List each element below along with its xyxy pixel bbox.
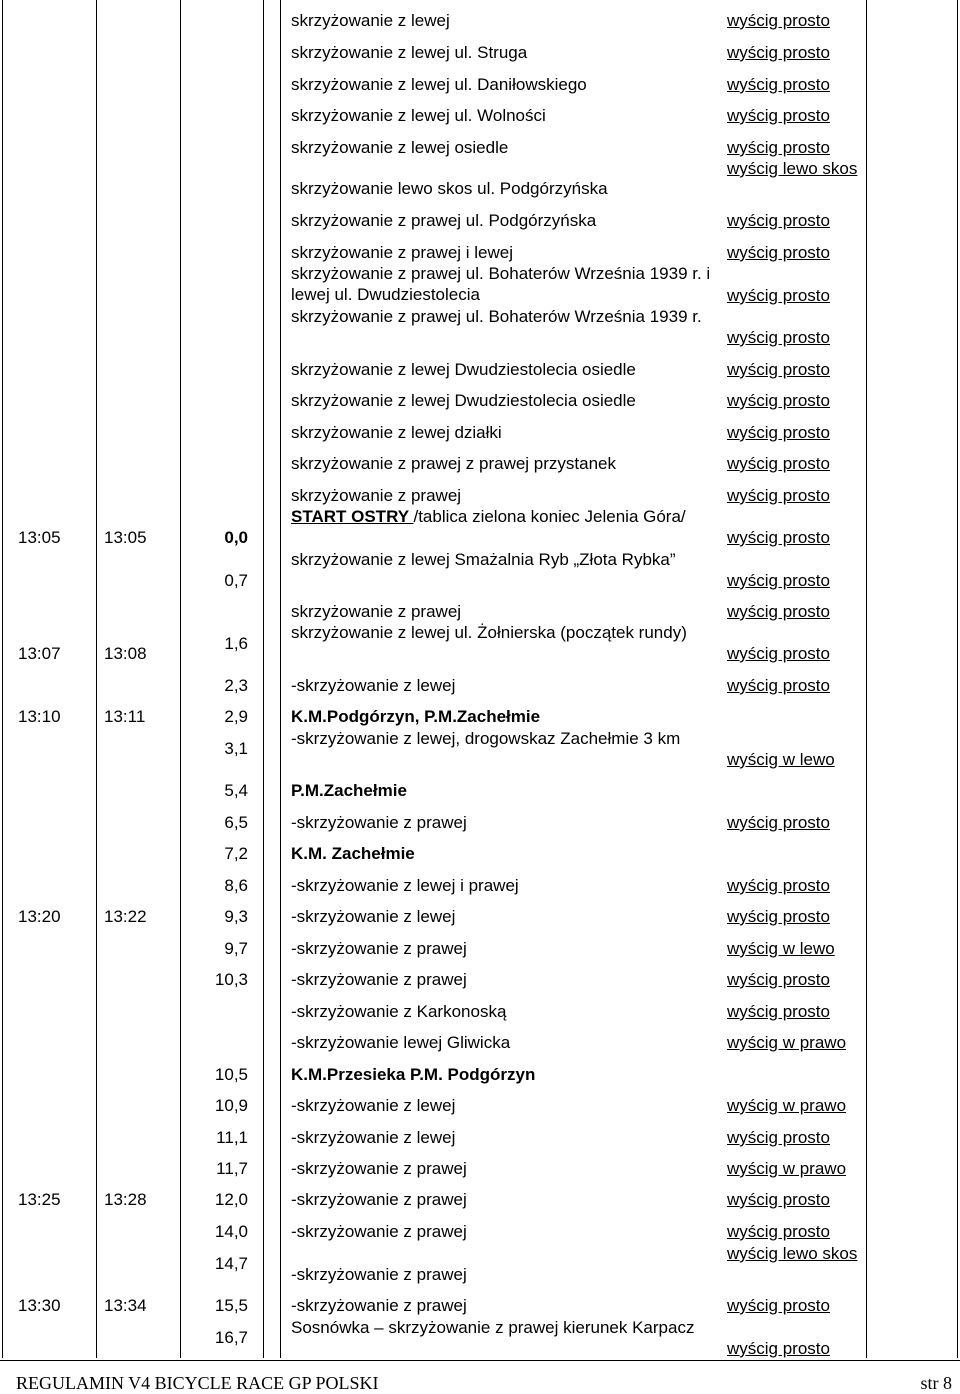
description-text: -skrzyżowanie z prawej: [291, 970, 467, 989]
description-text: P.M.Zachełmie: [291, 781, 407, 800]
direction-text: wyścig prosto: [727, 243, 830, 262]
description-text: skrzyżowanie z prawej ul. Podgórzyńska: [291, 211, 597, 230]
route-description: [291, 601, 711, 622]
route-description: [291, 1095, 711, 1116]
race-direction: [727, 485, 867, 506]
distance-km: 6,5: [224, 813, 248, 832]
page-footer: [0, 1360, 960, 1391]
description-text: -skrzyżowanie z lewej: [291, 1128, 456, 1147]
direction-text: wyścig prosto: [727, 286, 830, 305]
start-label: START OSTRY: [291, 507, 414, 526]
footer-title: REGULAMIN V4 BICYCLE RACE GP POLSKI: [16, 1373, 379, 1393]
route-description: [291, 242, 711, 263]
race-direction: [727, 210, 867, 231]
race-direction: [727, 812, 867, 833]
race-direction: [727, 359, 867, 380]
route-description: [291, 306, 711, 327]
route-description: [291, 485, 711, 506]
description-text: -skrzyżowanie z prawej: [291, 1190, 467, 1209]
distance-km: 14,0: [214, 1222, 248, 1241]
column-divider: [263, 0, 264, 1358]
table-border-right: [957, 0, 958, 1358]
description-text: -skrzyżowanie z lewej: [291, 1096, 456, 1115]
description-text: skrzyżowanie z prawej: [291, 486, 462, 505]
route-description: [291, 843, 711, 864]
race-direction: [727, 675, 867, 696]
description-text: K.M.Przesieka P.M. Podgórzyn: [291, 1065, 536, 1084]
time-end: 13:28: [104, 1190, 147, 1209]
race-direction: [727, 938, 867, 959]
direction-text: wyścig prosto: [727, 1002, 830, 1021]
race-direction: [727, 242, 867, 263]
direction-text: wyścig prosto: [727, 571, 830, 590]
description-text: -skrzyżowanie z prawej: [291, 1222, 467, 1241]
time-start: 13:07: [18, 644, 61, 663]
description-text: K.M. Zachełmie: [291, 844, 415, 863]
direction-text: wyścig lewo skos: [727, 1244, 858, 1263]
description-text: -skrzyżowanie z prawej: [291, 813, 467, 832]
time-start: 13:20: [18, 907, 61, 926]
direction-text: wyścig prosto: [727, 328, 830, 347]
distance-km: 8,6: [224, 876, 248, 895]
description-text: skrzyżowanie z lewej: [291, 11, 450, 30]
route-description: [291, 1221, 711, 1242]
race-direction: [727, 1189, 867, 1210]
route-description: [291, 549, 711, 570]
race-direction: [727, 601, 867, 622]
distance-km: 9,7: [224, 939, 248, 958]
route-description: [291, 1158, 711, 1179]
distance-km: 2,3: [224, 676, 248, 695]
route-description: [291, 178, 711, 199]
direction-text: wyścig prosto: [727, 1190, 830, 1209]
route-description: [291, 506, 711, 527]
race-direction: [727, 1221, 867, 1242]
direction-text: wyścig prosto: [727, 1128, 830, 1147]
race-direction: [727, 1095, 867, 1116]
direction-text: wyścig w prawo: [727, 1096, 847, 1115]
direction-text: wyścig prosto: [727, 676, 830, 695]
race-direction: [727, 158, 867, 179]
direction-text: wyścig prosto: [727, 360, 830, 379]
description-text: skrzyżowanie z prawej i lewej: [291, 243, 514, 262]
description-text: -skrzyżowanie z lewej, drogowskaz Zachełmie 3 km: [291, 729, 681, 748]
route-description: [291, 42, 711, 63]
description-text: skrzyżowanie z prawej: [291, 602, 462, 621]
direction-text: wyścig prosto: [727, 423, 830, 442]
distance-km: 11,1: [216, 1128, 248, 1147]
direction-text: wyścig prosto: [727, 106, 830, 125]
route-description: [291, 10, 711, 31]
description-text: skrzyżowanie z lewej Dwudziestolecia osiedle: [291, 360, 636, 379]
race-direction: [727, 453, 867, 474]
distance-km: 5,4: [224, 781, 248, 800]
route-description: [291, 359, 711, 380]
direction-text: wyścig prosto: [727, 486, 830, 505]
route-description: [291, 969, 711, 990]
race-direction: [727, 749, 867, 770]
description-text: -skrzyżowanie lewej Gliwicka: [291, 1033, 511, 1052]
race-direction: [727, 327, 867, 348]
description-text: skrzyżowanie lewo skos ul. Podgórzyńska: [291, 179, 608, 198]
distance-km: 16,7: [214, 1328, 248, 1347]
race-direction: [727, 1338, 867, 1359]
description-text: skrzyżowanie z lewej osiedle: [291, 138, 509, 157]
route-description: [291, 1295, 711, 1316]
race-direction: [727, 1295, 867, 1316]
column-divider: [280, 0, 281, 1358]
direction-text: wyścig prosto: [727, 1339, 830, 1358]
time-end: 13:34: [104, 1296, 147, 1315]
route-description: [291, 780, 711, 801]
race-direction: [727, 1032, 867, 1053]
distance-km: 2,9: [224, 707, 248, 726]
distance-km: 10,9: [214, 1096, 248, 1115]
distance-km: 0,0: [224, 528, 248, 547]
route-description: [291, 938, 711, 959]
route-description: [291, 263, 711, 305]
race-direction: [727, 969, 867, 990]
race-direction: [727, 1001, 867, 1022]
direction-text: wyścig prosto: [727, 602, 830, 621]
route-description: [291, 1001, 711, 1022]
direction-text: wyścig prosto: [727, 454, 830, 473]
route-description: [291, 1032, 711, 1053]
description-text: -skrzyżowanie z lewej i prawej: [291, 876, 519, 895]
race-direction: [727, 105, 867, 126]
description-text: -skrzyżowanie z Karkonoską: [291, 1002, 507, 1021]
route-description: [291, 812, 711, 833]
direction-text: wyścig prosto: [727, 211, 830, 230]
description-text: skrzyżowanie z lewej ul. Daniłowskiego: [291, 75, 587, 94]
direction-text: wyścig prosto: [727, 43, 830, 62]
route-description: [291, 210, 711, 231]
direction-text: wyścig w prawo: [727, 1159, 847, 1178]
race-direction: [727, 643, 867, 664]
description-text: skrzyżowanie z lewej ul. Żołnierska (początek rundy): [291, 623, 687, 642]
route-description: [291, 875, 711, 896]
race-direction: [727, 1127, 867, 1148]
time-start: 13:10: [18, 707, 61, 726]
direction-text: wyścig prosto: [727, 528, 830, 547]
distance-km: 12,0: [214, 1190, 248, 1209]
race-direction: [727, 1243, 867, 1264]
description-text: skrzyżowanie z prawej ul. Bohaterów Września 1939 r. i lewej ul. Dwudziestolecia: [291, 264, 711, 304]
direction-text: wyścig w prawo: [727, 1033, 847, 1052]
route-description: [291, 1264, 711, 1285]
race-direction: [727, 527, 867, 548]
direction-text: wyścig prosto: [727, 138, 830, 157]
race-direction: [727, 875, 867, 896]
time-end: 13:05: [104, 528, 147, 547]
direction-text: wyścig lewo skos: [727, 159, 858, 178]
time-end: 13:08: [104, 644, 147, 663]
direction-text: wyścig prosto: [727, 813, 830, 832]
time-start: 13:05: [18, 528, 61, 547]
description-text: skrzyżowanie z prawej z prawej przystanek: [291, 454, 617, 473]
direction-text: wyścig prosto: [727, 907, 830, 926]
direction-text: wyścig prosto: [727, 1222, 830, 1241]
route-description: [291, 390, 711, 411]
description-text: Sosnówka – skrzyżowanie z prawej kierunek Karpacz: [291, 1318, 695, 1337]
distance-km: 14,7: [214, 1254, 248, 1273]
direction-text: wyścig w lewo: [727, 750, 835, 769]
distance-km: 9,3: [224, 907, 248, 926]
distance-km: 7,2: [224, 844, 248, 863]
description-text: -skrzyżowanie z prawej: [291, 1159, 467, 1178]
description-text: skrzyżowanie z lewej ul. Wolności: [291, 106, 546, 125]
race-direction: [727, 285, 867, 306]
route-description: [291, 622, 711, 643]
description-text: skrzyżowanie z lewej ul. Struga: [291, 43, 528, 62]
direction-text: wyścig prosto: [727, 644, 830, 663]
distance-km: 10,3: [214, 970, 248, 989]
direction-text: wyścig w lewo: [727, 939, 835, 958]
description-text: skrzyżowanie z prawej ul. Bohaterów Września 1939 r.: [291, 307, 702, 326]
distance-km: 11,7: [216, 1159, 248, 1178]
description-text: skrzyżowanie z lewej Smażalnia Ryb „Złota Rybka”: [291, 550, 676, 569]
direction-text: wyścig prosto: [727, 970, 830, 989]
route-description: [291, 422, 711, 443]
description-text: -skrzyżowanie z lewej: [291, 676, 456, 695]
race-direction: [727, 570, 867, 591]
route-description: [291, 1127, 711, 1148]
description-text: skrzyżowanie z lewej działki: [291, 423, 502, 442]
route-description: [291, 675, 711, 696]
column-divider: [96, 0, 97, 1358]
time-start: 13:30: [18, 1296, 61, 1315]
race-direction: [727, 10, 867, 31]
route-description: [291, 105, 711, 126]
race-direction: [727, 422, 867, 443]
direction-text: wyścig prosto: [727, 75, 830, 94]
direction-text: wyścig prosto: [727, 1296, 830, 1315]
race-direction: [727, 137, 867, 158]
distance-km: 1,6: [224, 634, 248, 653]
description-text: skrzyżowanie z lewej Dwudziestolecia osiedle: [291, 391, 636, 410]
time-end: 13:11: [104, 707, 146, 726]
route-description: [291, 728, 711, 749]
description-text: /tablica zielona koniec Jelenia Góra/: [413, 507, 686, 526]
route-description: [291, 453, 711, 474]
route-description: [291, 137, 711, 158]
direction-text: wyścig prosto: [727, 11, 830, 30]
distance-km: 3,1: [224, 739, 248, 758]
route-description: [291, 1189, 711, 1210]
description-text: -skrzyżowanie z prawej: [291, 1296, 467, 1315]
route-description: [291, 74, 711, 95]
route-description: [291, 1064, 711, 1085]
race-direction: [727, 1158, 867, 1179]
distance-km: 0,7: [224, 571, 248, 590]
description-text: -skrzyżowanie z lewej: [291, 907, 456, 926]
race-direction: [727, 42, 867, 63]
description-text: -skrzyżowanie z prawej: [291, 939, 467, 958]
direction-text: wyścig prosto: [727, 391, 830, 410]
route-description: [291, 906, 711, 927]
time-start: 13:25: [18, 1190, 61, 1209]
table-border-left: [2, 0, 3, 1358]
distance-km: 15,5: [214, 1296, 248, 1315]
direction-text: wyścig prosto: [727, 876, 830, 895]
distance-km: 10,5: [214, 1065, 248, 1084]
race-direction: [727, 906, 867, 927]
description-text: K.M.Podgórzyn, P.M.Zachełmie: [291, 707, 541, 726]
route-description: [291, 1317, 711, 1338]
page-number: str 8: [920, 1373, 952, 1393]
description-text: -skrzyżowanie z prawej: [291, 1265, 467, 1284]
time-end: 13:22: [104, 907, 147, 926]
route-description: [291, 706, 711, 727]
race-direction: [727, 390, 867, 411]
race-direction: [727, 74, 867, 95]
